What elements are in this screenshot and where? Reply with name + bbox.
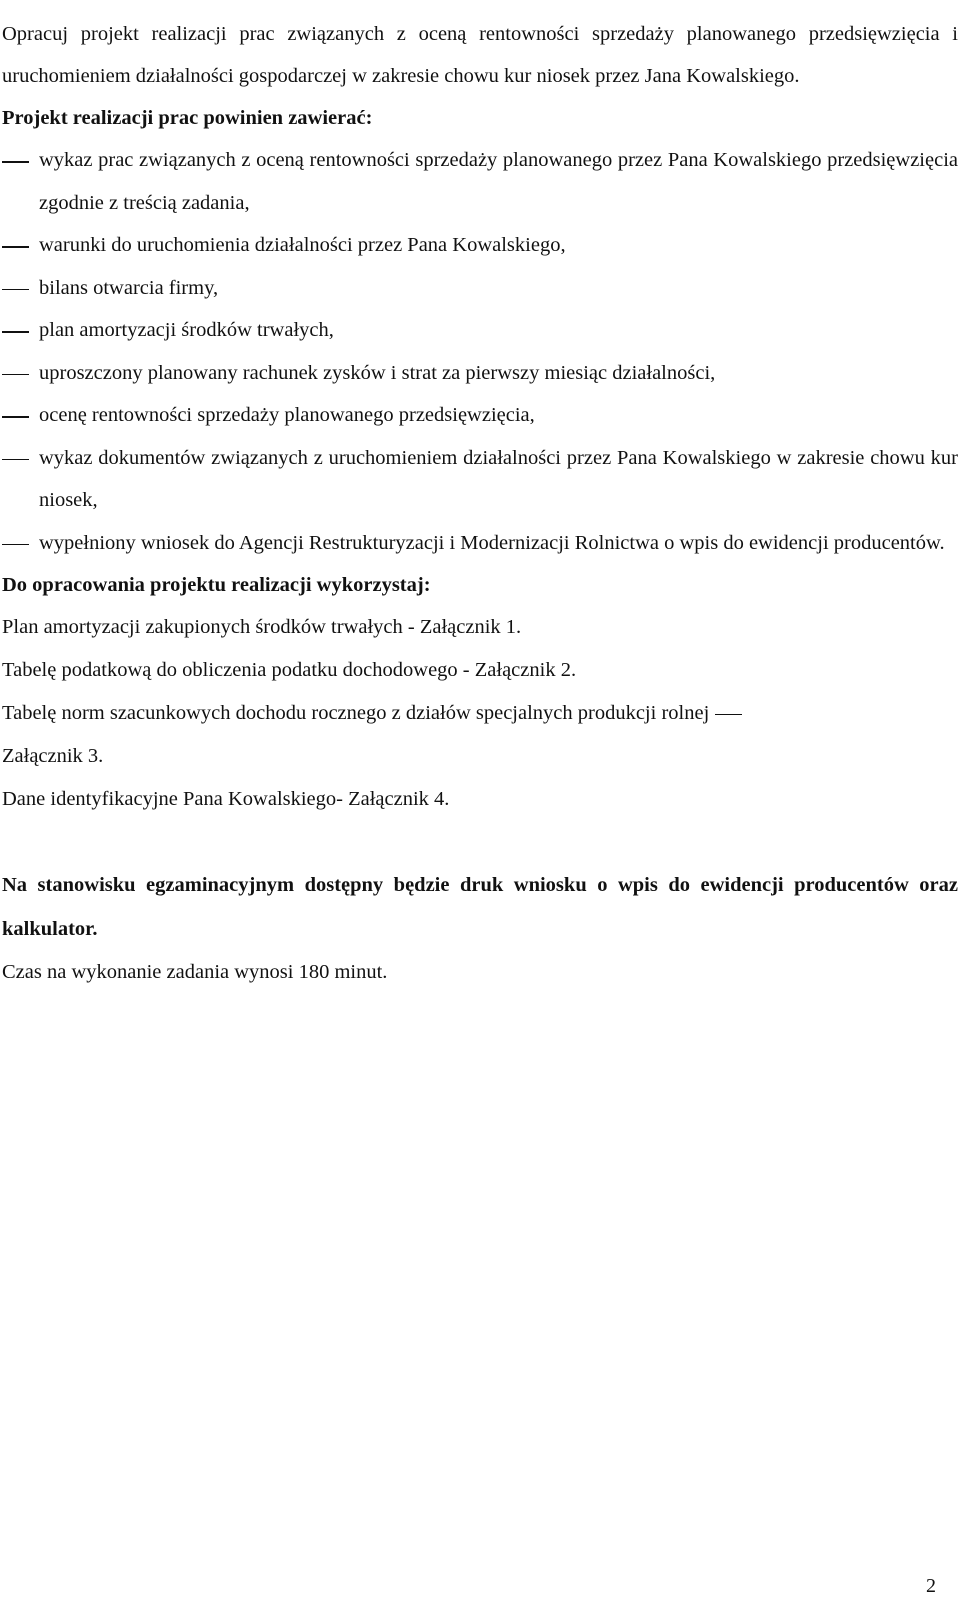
list-item (2, 267, 958, 310)
dash-bullet (2, 416, 29, 418)
dash-separator (715, 714, 742, 716)
dash-bullet (2, 289, 29, 291)
section-spacer (2, 821, 958, 863)
project-items-list (2, 139, 958, 564)
dash-bullet (2, 161, 29, 163)
list-item-text: wypełniony wniosek do Agencji Restrukturyzacji i Modernizacji Rolnictwa o wpis do ewidencji producentów. (39, 531, 945, 554)
attachment-line-3-text: Tabelę norm szacunkowych dochodu rocznego z działów specjalnych produkcji rolnej (2, 702, 710, 724)
list-item (2, 522, 958, 565)
list-item (2, 437, 958, 522)
document-page (2, 0, 958, 994)
list-item-text: plan amortyzacji środków trwałych, (39, 319, 334, 341)
list-item-text: wykaz prac związanych z oceną rentowności sprzedaży planowanego przez Pana Kowalskiego przedsięwzięcia zgodnie z treścią zadania, (39, 149, 958, 214)
dash-bullet (2, 544, 29, 546)
list-item (2, 394, 958, 437)
dash-bullet (2, 331, 29, 333)
list-item-text: uproszczony planowany rachunek zysków i strat za pierwszy miesiąc działalności, (39, 361, 716, 384)
attachment-line-3 (2, 692, 958, 735)
resources-heading: Do opracowania projektu realizacji wykorzystaj: (2, 574, 431, 596)
attachment-line-1: Plan amortyzacji zakupionych środków trwałych - Załącznik 1. (2, 616, 522, 638)
attachment-line-4: Dane identyfikacyjne Pana Kowalskiego- Załącznik 4. (2, 788, 450, 810)
attachment-line-3-continuation: Załącznik 3. (2, 745, 104, 767)
list-item (2, 309, 958, 352)
project-heading: Projekt realizacji prac powinien zawierać: (2, 107, 373, 129)
list-item-text: bilans otwarcia firmy, (39, 276, 219, 299)
exam-notice: Na stanowisku egzaminacyjnym dostępny będzie druk wniosku o wpis do ewidencji producentów oraz kalkulator. (2, 874, 958, 940)
page-number: 2 (926, 1575, 936, 1597)
dash-bullet (2, 459, 29, 461)
dash-bullet (2, 374, 29, 376)
list-item (2, 224, 958, 267)
list-item (2, 352, 958, 395)
attachment-line-2: Tabelę podatkową do obliczenia podatku dochodowego - Załącznik 2. (2, 659, 577, 681)
intro-paragraph: Opracuj projekt realizacji prac związanych z oceną rentowności sprzedaży planowanego przedsięwzięcia i uruchomieniem działalności gospodarczej w zakresie chowu kur niosek przez Jana Kowalskiego. (2, 23, 958, 87)
list-item (2, 139, 958, 224)
list-item-text: wykaz dokumentów związanych z uruchomieniem działalności przez Pana Kowalskiego w zakresie chowu kur niosek, (39, 446, 958, 511)
dash-bullet (2, 246, 29, 248)
list-item-text: warunki do uruchomienia działalności przez Pana Kowalskiego, (39, 234, 566, 256)
time-note: Czas na wykonanie zadania wynosi 180 minut. (2, 961, 388, 983)
list-item-text: ocenę rentowności sprzedaży planowanego przedsięwzięcia, (39, 404, 535, 426)
